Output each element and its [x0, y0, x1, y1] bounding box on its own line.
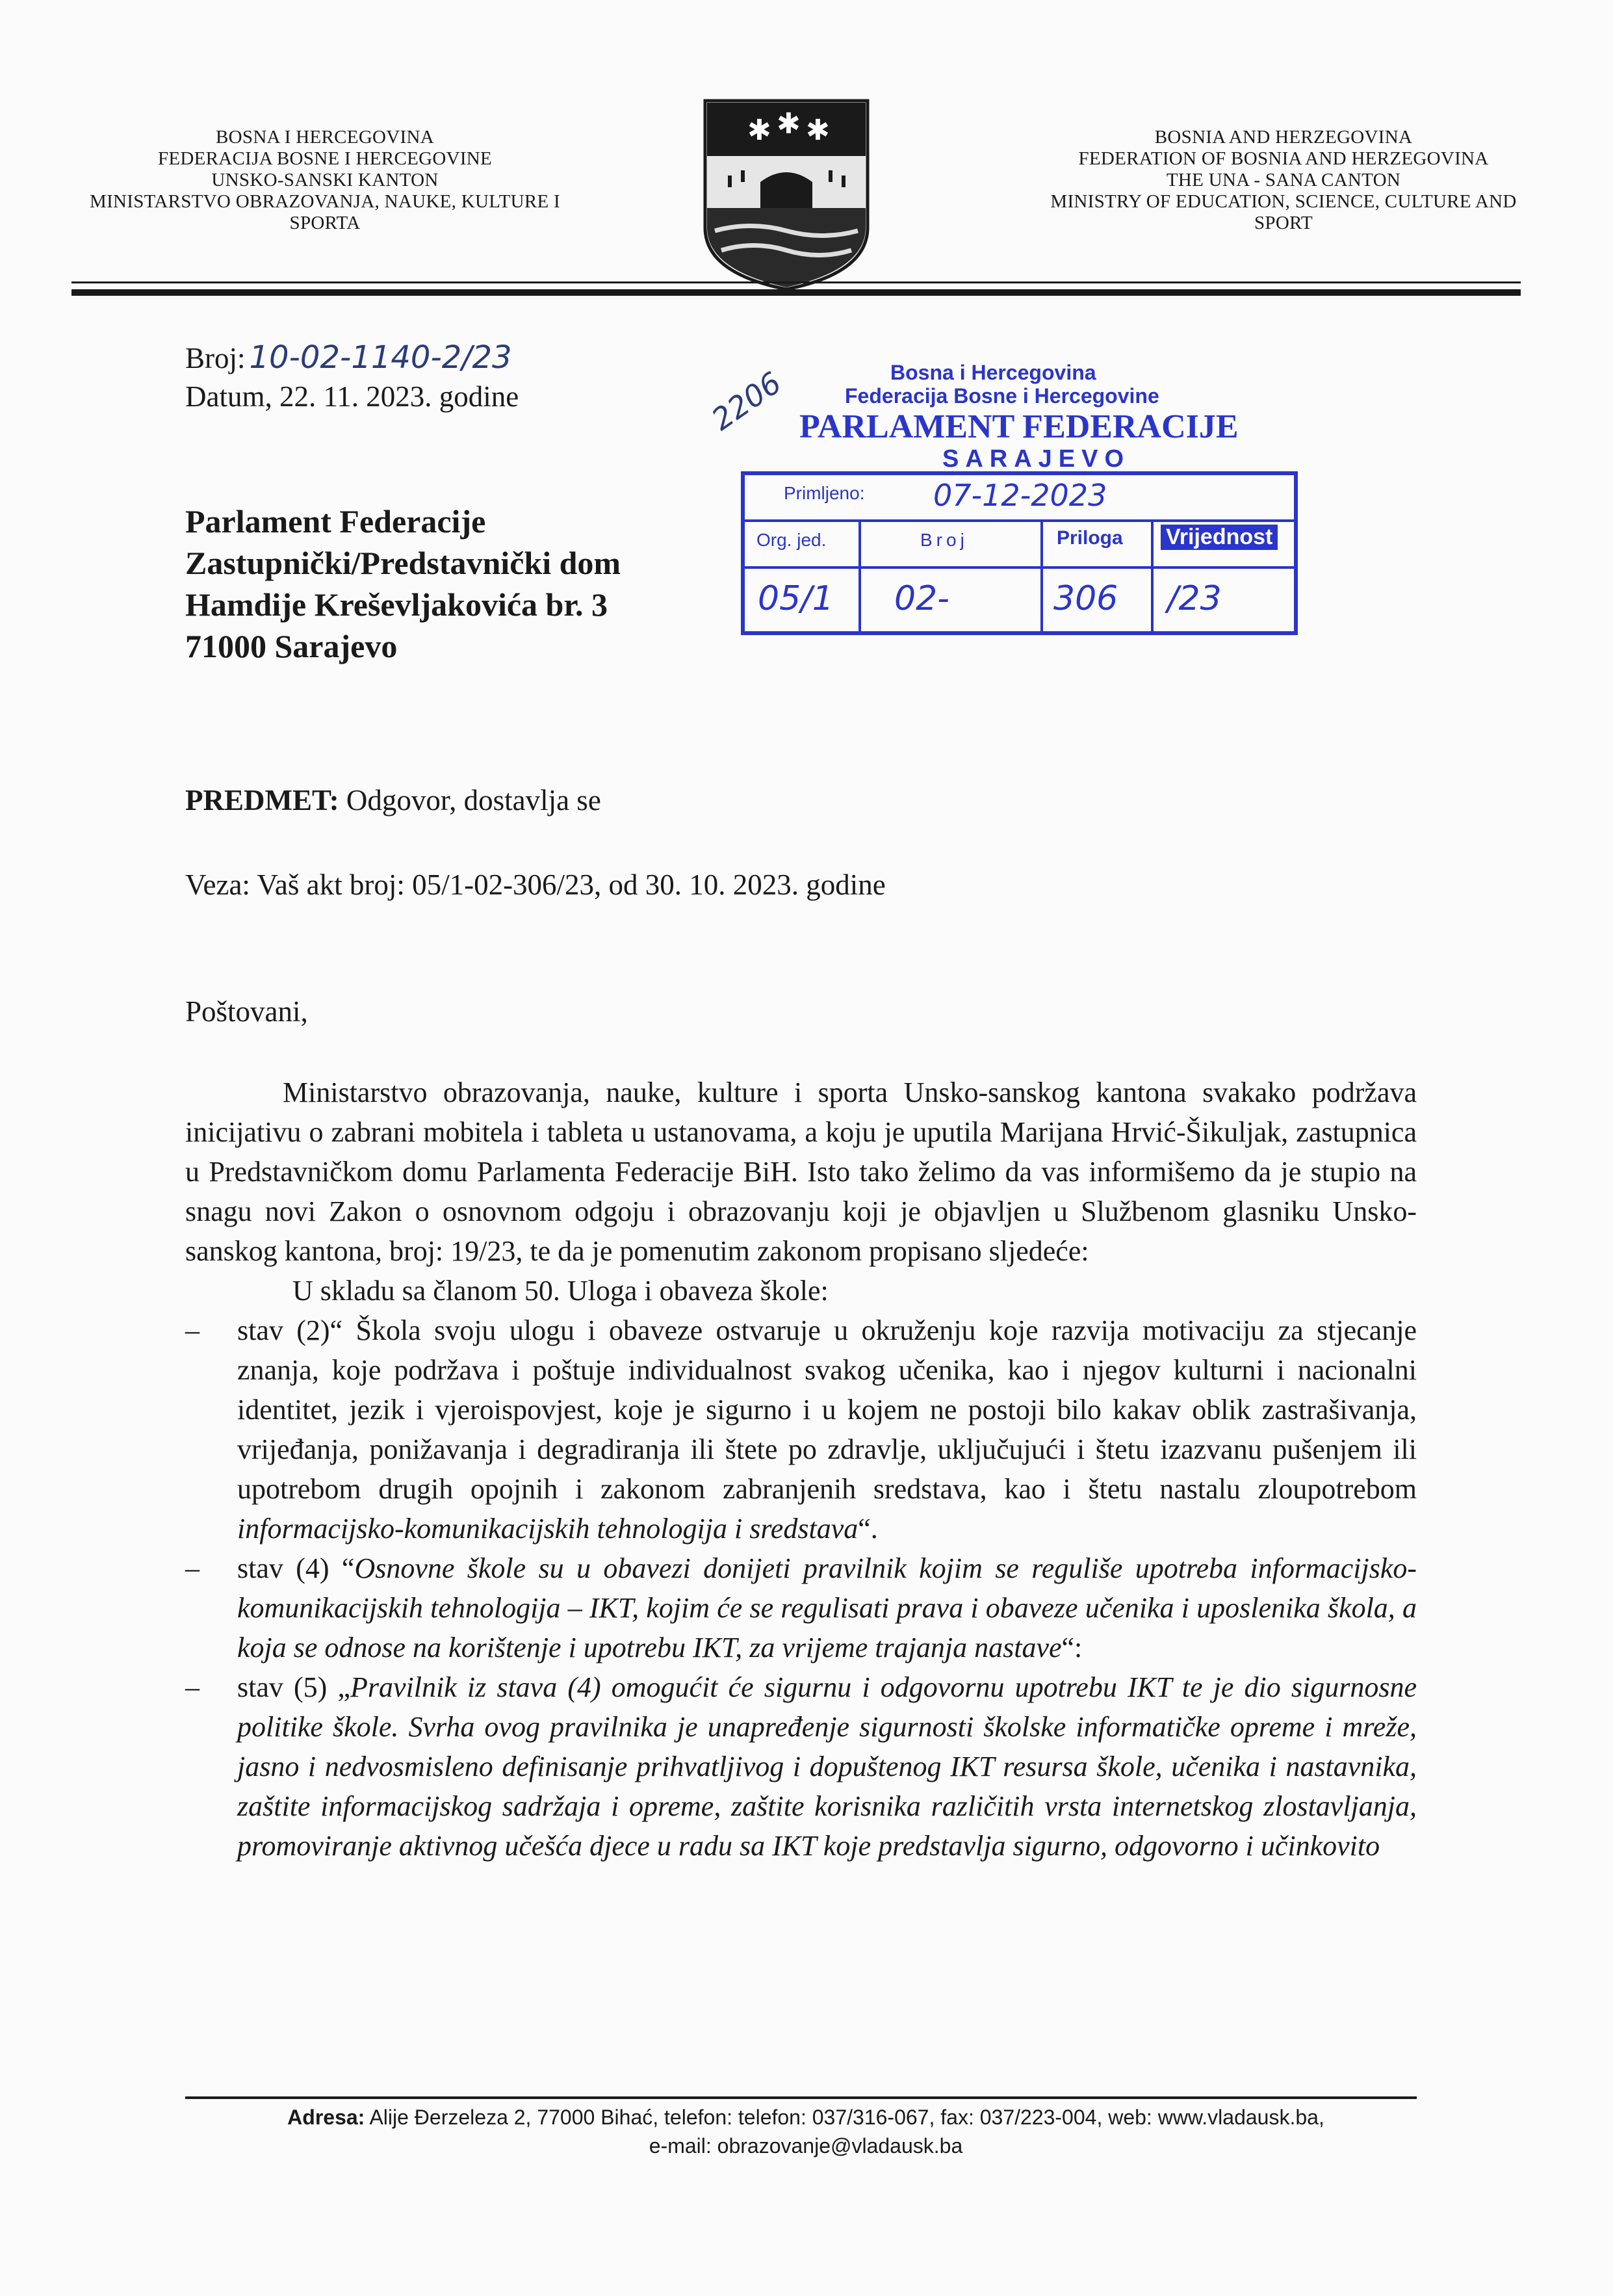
stamp-priloga-value: 306: [1053, 579, 1118, 618]
stamp-handwritten-number: 2206: [705, 365, 788, 437]
stamp-line-4: SARAJEVO: [942, 445, 1131, 473]
header-rule-thick: [71, 289, 1521, 296]
bullet-italic-text: informacijsko-komunikacijskih tehnologija i sredstava: [237, 1513, 858, 1545]
recipient-line: Zastupnički/Predstavnički dom: [185, 545, 621, 581]
broj-label: Broj:: [185, 342, 246, 374]
header-left-line: UNSKO-SANSKI KANTON: [211, 170, 439, 190]
header-right-line: SPORT: [1254, 213, 1313, 233]
svg-text:✱: ✱: [747, 114, 771, 147]
stamp-line-3: PARLAMENT FEDERACIJE: [799, 408, 1239, 445]
bullet-dash: –: [185, 1314, 200, 1346]
stamp-org-value: 05/1: [758, 579, 834, 618]
stamp-col-broj: Broj: [920, 530, 968, 550]
bullet-dash: –: [185, 1552, 200, 1584]
reference-line: Veza: Vaš akt broj: 05/1-02-306/23, od 30. 10. 2023. godine: [185, 868, 886, 901]
recipient-line: Parlament Federacije: [185, 503, 486, 540]
header-left-line: SPORTA: [289, 213, 361, 233]
recipient-address: [185, 501, 621, 667]
paragraph-1: Ministarstvo obrazovanja, nauke, kulture i sporta Unsko-sanskog kantona svakako podržava inicijativu o zabrani mobitela i tableta u ustanovama, a koju je uputila Marijana Hrvić-Šikuljak, zastupnica u Predstavničkom domu Parlamenta Federacije BiH. Isto tako želimo da vas informišemo da je stupio na snagu novi Zakon o osnovnom odgoju i obrazovanju koji je objavljen u Službenom glasniku Unsko-sanskog kantona, broj: 19/23, te da je pomenutim zakonom propisano sljedeće:: [185, 1076, 1417, 1267]
salutation: Poštovani,: [185, 995, 308, 1028]
broj-handwritten: 10-02-1140-2/23: [249, 339, 512, 376]
stamp-vrijednost-value: /23: [1167, 579, 1222, 618]
header-right-line: FEDERATION OF BOSNIA AND HERZEGOVINA: [1078, 148, 1489, 169]
header-right-block: [910, 127, 1613, 234]
bullet-end: “:: [1061, 1632, 1083, 1663]
bullet-item: [185, 1667, 1417, 1866]
bullet-item: [185, 1311, 1417, 1548]
stamp-primljeno-label: Primljeno:: [784, 483, 865, 503]
svg-text:✱: ✱: [806, 114, 830, 147]
stamp-line-2: Federacija Bosne i Hercegovine: [845, 384, 1159, 408]
stamp-table: [741, 471, 1298, 635]
bullet-end: “.: [858, 1513, 878, 1545]
footer-label: Adresa:: [287, 2106, 365, 2129]
header-right-line: THE UNA - SANA CANTON: [1166, 170, 1401, 190]
recipient-line: 71000 Sarajevo: [185, 628, 398, 664]
footer-rule: [185, 2096, 1417, 2099]
bullet-lead: stav (4) “: [237, 1552, 355, 1584]
stamp-col-priloga: Priloga: [1057, 527, 1123, 549]
subject-label: PREDMET:: [185, 784, 339, 816]
footer-line-1: Alije Đerzeleza 2, 77000 Bihać, telefon: telefon: 037/316-067, fax: 037/223-004, web: www.vladausk.ba,: [365, 2106, 1324, 2129]
stamp-col-org: Org. jed.: [756, 530, 827, 550]
header-right-line: BOSNIA AND HERZEGOVINA: [1154, 127, 1413, 148]
recipient-line: Hamdije Kreševljakovića br. 3: [185, 586, 608, 623]
bullet-italic-text: Pravilnik iz stava (4) omogućit će sigurnu i odgovornu upotrebu IKT te je dio sigurnosne politike škole. Svrha ovog pravilnika je unapređenje sigurnosti školske informatičke opreme i mreže, jasno i nedvosmisleno definisanje prihvatljivog i dopuštenog IKT resursa škole, učenika i nastavnika, zaštite informacijskog sadržaja i opreme, zaštite korisnika različitih vrsta internetskog zlostavljanja, promoviranje aktivnog učešća djece u radu sa IKT koje predstavlja sigurno, odgovorno i učinkovito: [237, 1671, 1417, 1862]
coat-of-arms-icon: [702, 98, 871, 293]
document-date: Datum, 22. 11. 2023. godine: [185, 380, 519, 413]
subject-line: [185, 783, 601, 817]
stamp-col-vrijednost: Vrijednost: [1161, 525, 1278, 550]
bullet-item: [185, 1548, 1417, 1667]
footer-address: [156, 2103, 1456, 2160]
stamp-primljeno-date: 07-12-2023: [933, 478, 1107, 513]
bullet-text: Škola svoju ulogu i obaveze ostvaruje u okruženju koje razvija motivaciju za stjecanje znanja, koje podržava i poštuje individualnost svakog učenika, kao i njegov kulturni i nacionalni identitet, jezik i vjeroispovjest, koje je sigurno i u kojem ne postoji bilo kakav oblik zastrašivanja, vrijeđanja, ponižavanja i degradiranja ili štete po zdravlje, uključujući i štetu izazvanu pušenjem ili upotrebom drugih opojnih i zakonom zabranjenih sredstava, kao i štetu nastalu zloupotrebom: [237, 1314, 1417, 1505]
header-left-line: BOSNA I HERCEGOVINA: [216, 127, 434, 148]
footer-line-2: e-mail: obrazovanje@vladausk.ba: [649, 2134, 963, 2158]
svg-text:✱: ✱: [777, 107, 801, 140]
header-right-line: MINISTRY OF EDUCATION, SCIENCE, CULTURE AND: [1050, 191, 1517, 212]
subject-text: Odgovor, dostavlja se: [339, 784, 601, 816]
stamp-broj-value: 02-: [894, 579, 949, 618]
bullet-italic-text: Osnovne škole su u obavezi donijeti pravilnik kojim se reguliše upotreba informacijsko-komunikacijskih tehnologija – IKT, kojim će se regulisati prava i obaveze učenika i uposlenika škola, a koja se odnose na korištenje i upotrebu IKT, za vrijeme trajanja nastave: [237, 1552, 1417, 1663]
header-left-line: MINISTARSTVO OBRAZOVANJA, NAUKE, KULTURE I: [89, 191, 561, 212]
bullet-dash: –: [185, 1671, 200, 1703]
header-left-block: [84, 127, 565, 234]
header-left-line: FEDERACIJA BOSNE I HERCEGOVINE: [157, 148, 493, 169]
header-rule-thin: [71, 281, 1521, 283]
letter-body: [185, 1073, 1417, 1866]
receipt-stamp: [741, 361, 1306, 634]
stamp-line-1: Bosna i Hercegovina: [890, 361, 1096, 384]
bullet-lead: stav (5) „: [237, 1671, 350, 1703]
bullet-lead: stav (2)“: [237, 1314, 356, 1346]
article-intro: U skladu sa članom 50. Uloga i obaveza škole:: [292, 1275, 829, 1307]
document-number: [185, 338, 512, 378]
